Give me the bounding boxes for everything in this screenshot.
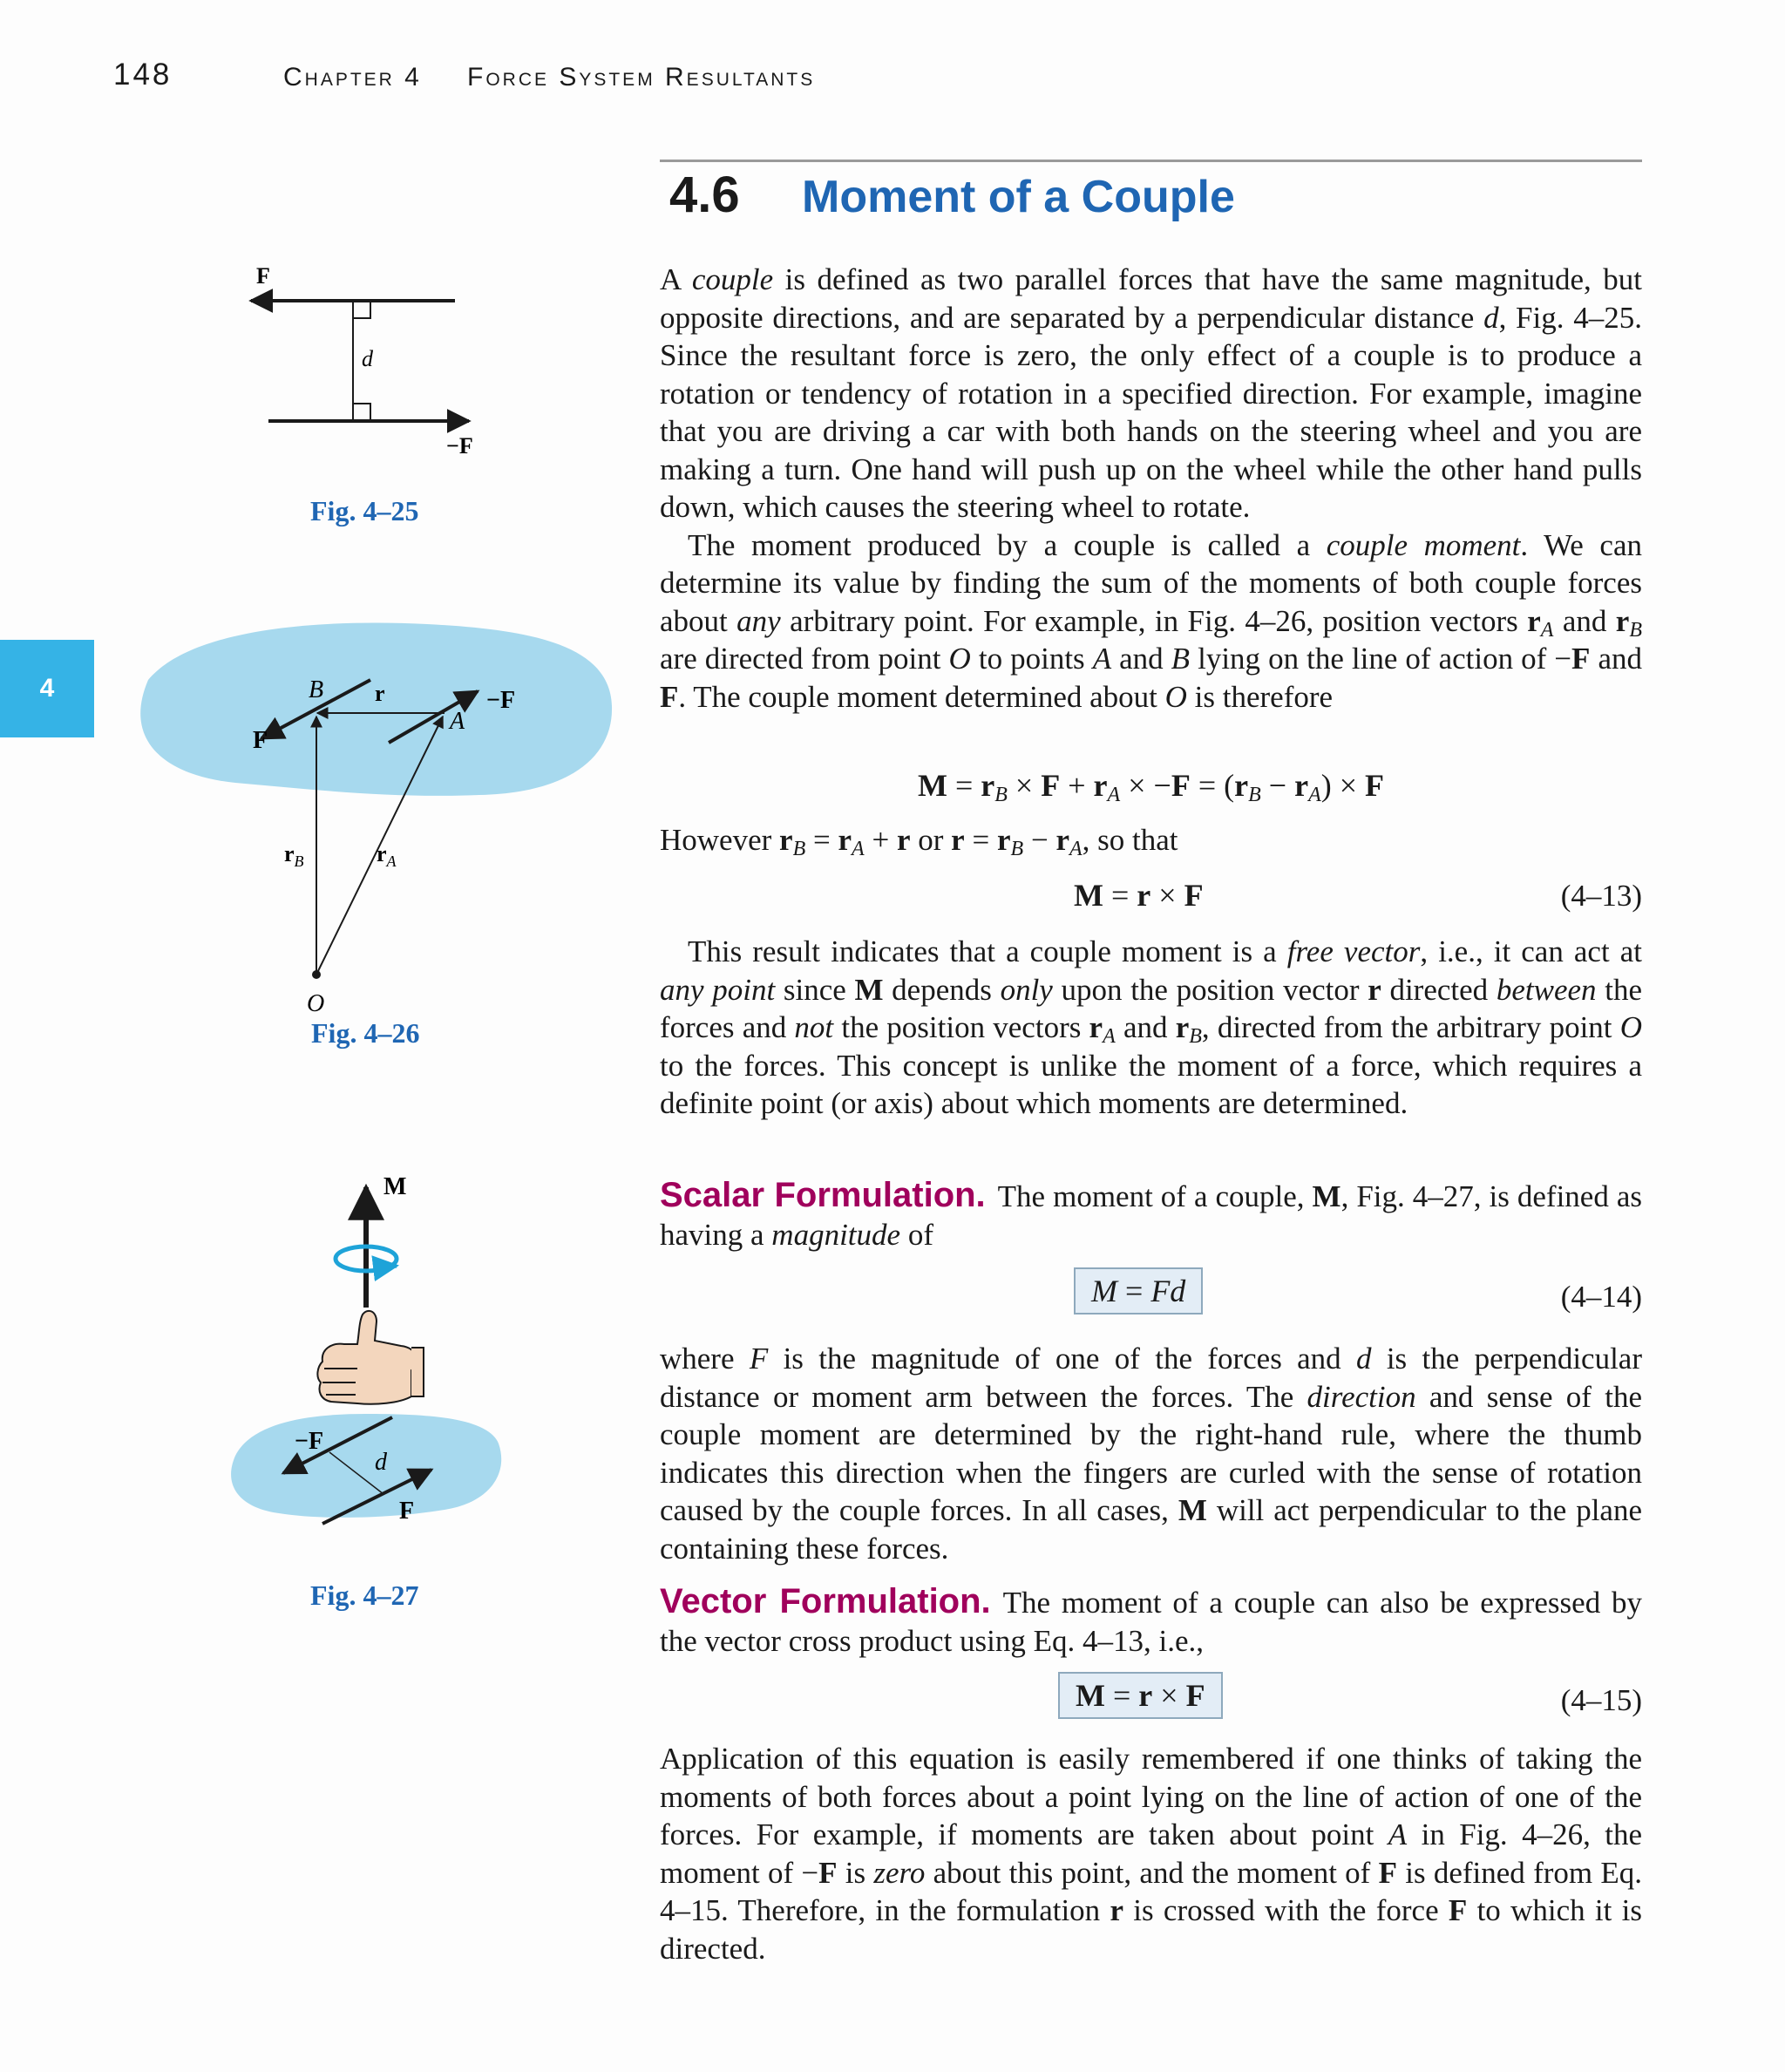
fig25-label-neg-f: −F [446,433,473,459]
right-angle-mark-bottom [353,404,370,421]
fig26-label-b: B [309,676,324,703]
intro-text [660,261,1642,716]
fig27-label-neg-f: −F [295,1428,324,1455]
section-title: Moment of a Couple [802,172,1235,222]
paragraph-4: where F is the magnitude of one of the forces and d is the perpendicular distance or moment arm between the forces. The direction and sense of the couple moment are determined by the right-hand rule, where the thumb indicates this direction when the fingers are curled with the sense of rotation caused by the couple forces. In all cases, M will act perpendicular to the plane containing these forces. [660,1342,1642,1566]
right-angle-mark-top [353,301,370,318]
scalar-formulation: Scalar Formulation. The moment of a couple, M, Fig. 4–27, is defined as having a magnitude of [660,1176,1642,1252]
chapter-tab [0,640,94,737]
chapter-label: Chapter 4 [283,63,422,92]
fig27-label-f: F [399,1498,415,1525]
equation-number-4-13: (4–13) [1560,879,1642,913]
vector-heading: Vector Formulation. [660,1582,991,1620]
however-line: However $r_B = r_A + r$ or $r = r_B - r_A$, so that [660,823,1178,860]
paragraph-3: This result indicates that a couple moment is a free vector, i.e., it can act at any point since M depends only upon the position vector r directed between the forces and not the position vectors $r_A$ and $r_B$, directed from the arbitrary point O to the forces. This concept is unlike the moment of a force, which requires a definite point (or axis) about which moments are determined. [660,934,1643,1120]
figure-4-26 [113,610,628,1017]
chapter-tab-label: 4 [39,674,55,703]
fig26-label-f: F [253,727,268,754]
equation-4-14: M = Fd [1074,1267,1203,1315]
right-hand-icon [317,1311,424,1404]
fig-4-25-caption: Fig. 4–25 [310,495,419,526]
fig25-label-f: F [256,263,270,289]
equation-4-15: M = r × F [1058,1672,1223,1719]
section-rule [660,160,1642,162]
fig25-label-d: d [362,346,373,371]
page-number: 148 [113,58,173,92]
fig-4-26-caption: Fig. 4–26 [311,1017,420,1049]
fig26-label-neg-f: −F [486,687,516,714]
equation-number-4-14: (4–14) [1560,1280,1642,1314]
fig26-label-a: A [450,708,465,735]
section-number: 4.6 [669,166,740,223]
rotation-arrow-head [382,1266,397,1267]
fig27-label-d: d [375,1449,387,1476]
fig27-label-m: M [383,1173,407,1200]
equation-number-4-15: (4–15) [1560,1683,1642,1717]
running-title: Force System Resultants [467,63,816,92]
figure-4-25 [227,253,506,471]
scalar-heading: Scalar Formulation. [660,1176,986,1214]
paragraph-5: Application of this equation is easily remembered if one thinks of taking the moments of both forces about a point lying on the line of action of one of the forces. For example, if moments are taken about point A in Fig. 4–26, the moment of −F is zero about this point, and the moment of F is defined from Eq. 4–15. Therefore, in the formulation r is crossed with the force F to which it is directed. [660,1742,1642,1966]
fig-4-27-caption: Fig. 4–27 [310,1579,419,1611]
origin-point [312,970,321,979]
fig26-label-rb: $r_B$ [284,841,304,870]
plane-shape [140,622,612,795]
equation-couple-moment: $M = r_B \times F + r_A \times -F = (r_B - r_A) \times F$ [917,768,1385,806]
vector-formulation: Vector Formulation. The moment of a couple can also be expressed by the vector cross product using Eq. 4–13, i.e., [660,1582,1643,1658]
fig26-label-r: r [375,681,385,706]
equation-4-13: M = r × F [1074,878,1204,913]
paragraph-1: A couple is defined as two parallel forces that have the same magnitude, but opposite directions, and are separated by a perpendicular distance d, Fig. 4–25. Since the resultant force is zero, the only effect of a couple is to produce a rotation or tendency of rotation in a specified direction. For example, imagine that you are driving a car with both hands on the steering wheel and you are making a turn. One hand will push up on the wheel while the other hand pulls down, which causes the steering wheel to rotate. [660,262,1642,524]
fig26-label-ra: $r_A$ [377,841,397,870]
paragraph-2: The moment produced by a couple is called a couple moment. We can determine its value by finding the sum of the moments of both couple forces about any arbitrary point. For example, in Fig. 4–26, position vectors $r_A$ and $r_B$ are directed from point O to points A and B lying on the line of action of −F and F. The couple moment determined about O is therefore [660,527,1642,714]
figure-4-27 [218,1168,514,1543]
fig26-label-o: O [307,990,325,1017]
